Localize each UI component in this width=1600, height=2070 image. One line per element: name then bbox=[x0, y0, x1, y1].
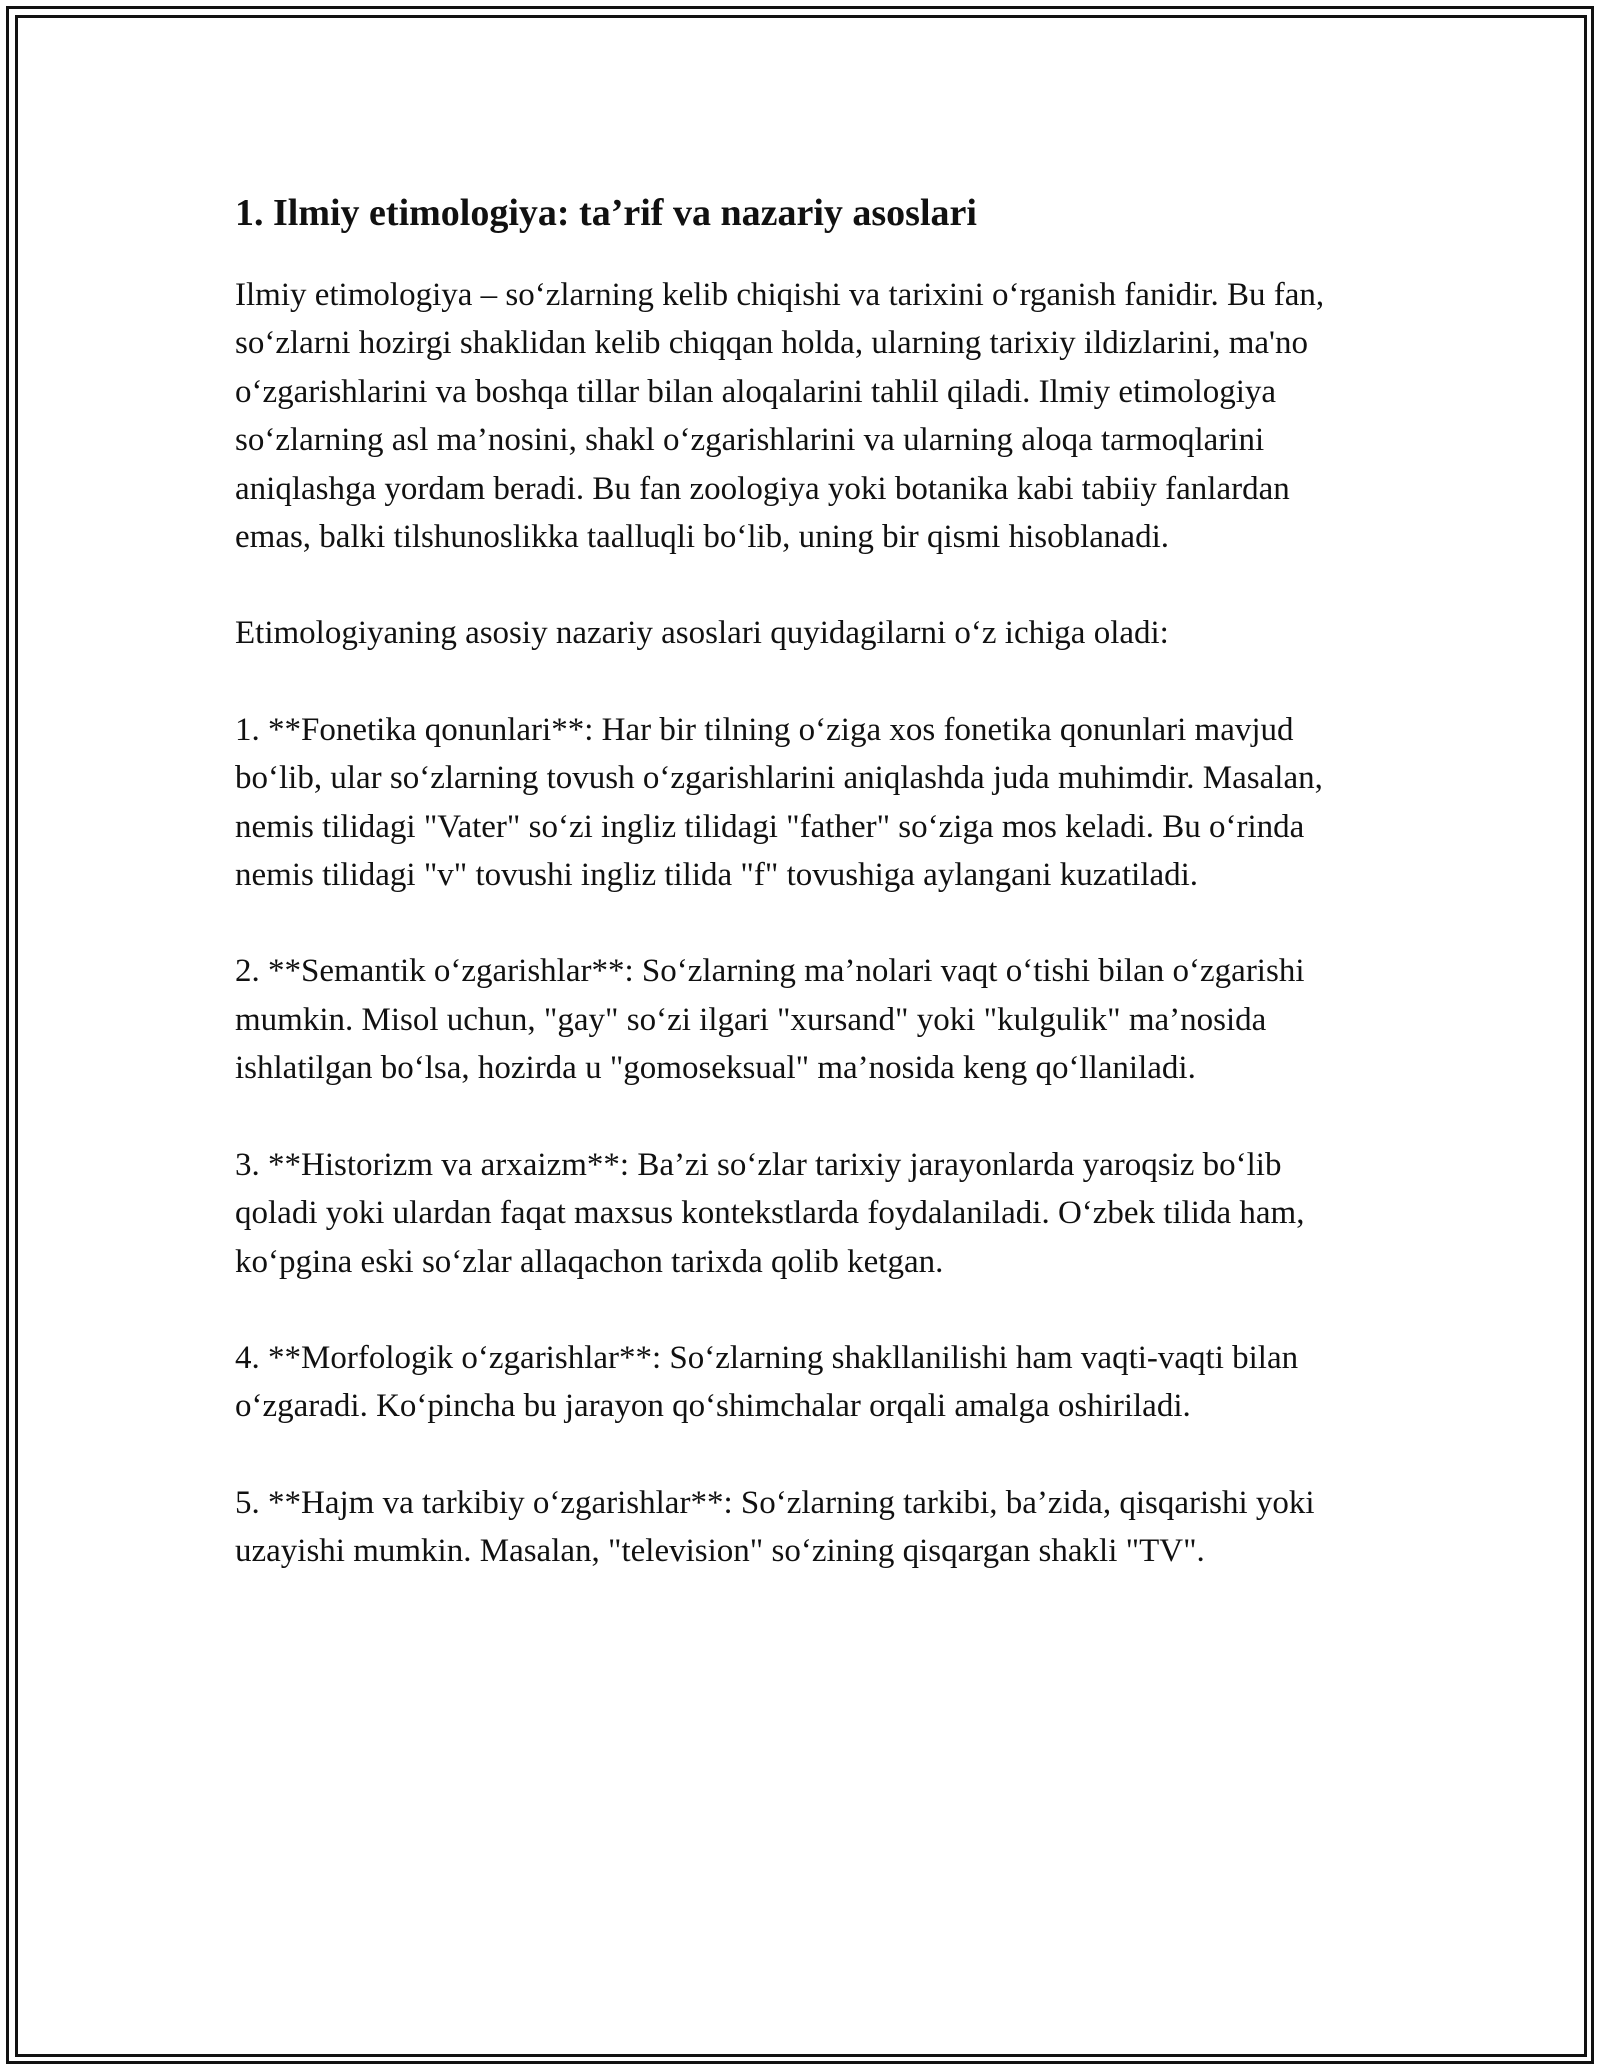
list-item-morphology: 4. **Morfologik o‘zgarishlar**: So‘zlarning shakllanilishi ham vaqti-vaqti bilan o‘zgaradi. Ko‘pincha bu jarayon qo‘shimchalar orqali amalga oshiriladi. bbox=[235, 1339, 1299, 1425]
list-item-phonetics: 1. **Fonetika qonunlari**: Har bir tilning o‘ziga xos fonetika qonunlari mavjud bo‘lib, ular so‘zlarning tovush o‘zgarishlarini aniqlashda juda muhimdir. Masalan, nemis tilidagi "Vater" so‘zi ingliz tilidagi "father" so‘ziga mos keladi. Bu o‘rinda nemis tilidagi "v" tovushi ingliz tilida "f" tovushiga aylangani kuzatiladi. bbox=[235, 711, 1323, 894]
list-item-historicism: 3. **Historizm va arxaizm**: Ba’zi so‘zlar tarixiy jarayonlarda yaroqsiz bo‘lib qoladi yoki ulardan faqat maxsus kontekstlarda foydalaniladi. O‘zbek tilida ham, ko‘pgina eski so‘zlar allaqachon tarixda qolib ketgan. bbox=[235, 1146, 1305, 1280]
theory-intro-paragraph: Etimologiyaning asosiy nazariy asoslari quyidagilarni o‘z ichiga oladi: bbox=[235, 615, 1169, 652]
list-item-semantics: 2. **Semantik o‘zgarishlar**: So‘zlarning ma’nolari vaqt o‘tishi bilan o‘zgarishi mumkin. Misol uchun, "gay" so‘zi ilgari "xursand" yoki "kulgulik" ma’nosida ishlatilgan bo‘lsa, hozirda u "gomoseksual" ma’nosida keng qo‘llaniladi. bbox=[235, 953, 1305, 1087]
list-item-volume-structure: 5. **Hajm va tarkibiy o‘zgarishlar**: So‘zlarning tarkibi, ba’zida, qisqarishi yoki uzayishi mumkin. Masalan, "television" so‘zining qisqargan shakli "TV". bbox=[235, 1484, 1315, 1570]
intro-paragraph: Ilmiy etimologiya – so‘zlarning kelib chiqishi va tarixini o‘rganish fanidir. Bu fan, so‘zlarni hozirgi shaklidan kelib chiqqan holda, ularning tarixiy ildizlarini, ma'no o‘zgarishlarini va boshqa tillar bilan aloqalarini tahlil qiladi. Ilmiy etimologiya so‘zlarning asl ma’nosini, shakl o‘zgarishlarini va ularning aloqa tarmoqlarini aniqlashga yordam beradi. Bu fan zoologiya yoki botanika kabi tabiiy fanlardan emas, balki tilshunoslikka taalluqli bo‘lib, uning bir qismi hisoblanadi. bbox=[235, 277, 1325, 556]
section-heading: 1. Ilmiy etimologiya: ta’rif va nazariy asoslari bbox=[235, 192, 977, 234]
document-body bbox=[235, 185, 1365, 1624]
